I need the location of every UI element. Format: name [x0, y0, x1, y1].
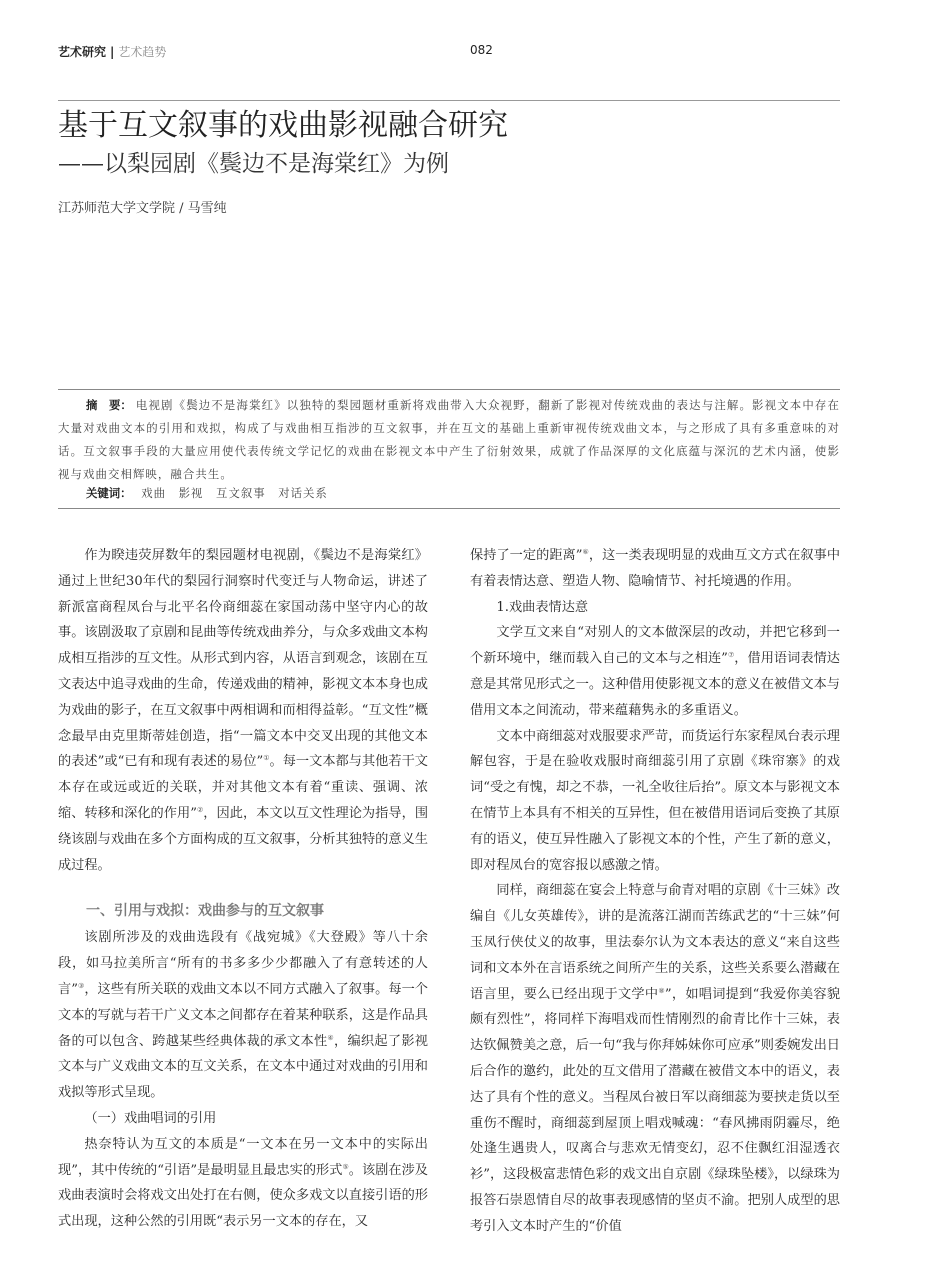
running-head-separator: | — [110, 45, 115, 59]
left-column — [58, 543, 428, 1235]
keywords — [86, 482, 337, 504]
paragraph-text: 保持了一定的距离” — [470, 548, 583, 563]
footnote-ref: ① — [263, 754, 270, 763]
keyword: 对话关系 — [278, 486, 328, 500]
keyword: 互文叙事 — [216, 486, 266, 500]
subsection-heading: （一）戏曲唱词的引用 — [84, 1110, 217, 1126]
journal-section: 艺术研究 — [58, 45, 107, 59]
article-title: 基于互文叙事的戏曲影视融合研究 — [58, 108, 508, 143]
footnote-ref: ⑦ — [727, 651, 735, 660]
section-heading: 一、引用与戏拟：戏曲参与的互文叙事 — [86, 903, 324, 920]
right-column — [470, 543, 840, 1240]
paragraph-text: 热奈特认为互文的本质是“一文本在另一文本中的实际出现”，其中传统的“引语”是最明显且最忠实的形式 — [58, 1136, 428, 1178]
paragraph-text: 。每一文本都与其他若干文本存在或远或近的关联，并对其他文本有着“重读、强调、浓缩、转移和深化的作用” — [58, 754, 428, 821]
paragraph-text: ，这些有所关联的戏曲文本以不同方式融入了叙事。每一个文本的写就与若干广义文本之间都存在着某种联系，这是作品具备的可以包含、跨越某些经典体裁的承文本性 — [58, 981, 428, 1049]
body-paragraph — [58, 1132, 428, 1235]
body-paragraph — [470, 620, 840, 723]
abstract-bottom-divider — [58, 508, 840, 509]
abstract-text: 电视剧《鬓边不是海棠红》以独特的梨园题材重新将戏曲带入大众视野，翻新了影视对传统戏曲的表达与注解。影视文本中存在大量对戏曲文本的引用和戏拟，构成了与戏曲相互指涉的互文叙事，并在互文的基础上重新审视传统戏曲文本，与之形成了具有多重意味的对话。互文叙事手段的大量应用使代表传统文学记忆的戏曲在影视文本中产生了衍射效果，成就了作品深厚的文化底蕴与深沉的艺术内涵，使影视与戏曲交相辉映，融合共生。 — [58, 398, 840, 481]
header-divider — [58, 100, 840, 101]
footnote-ref: ⑥ — [582, 548, 589, 556]
journal-subsection: 艺术趋势 — [118, 45, 167, 59]
abstract-label: 摘 要： — [86, 398, 132, 412]
body-paragraph — [58, 925, 428, 1106]
paragraph-text: 同样，商细蕊在宴会上特意与俞青对唱的京剧《十三妹》改编自《儿女英雄传》，讲的是流落江湖而苦练武艺的“十三妹”何玉凤行侠仗义的故事，里法泰尔认为文本表达的意义“来自这些词和文本外在言语系统之间所产生的关系，这些关系要么潜藏在语言里，要么已经出现于文学中 — [470, 883, 840, 1002]
paragraph-text: ”，如唱词提到“我爱你美容貌颇有烈性”，将同样下海唱戏而性情刚烈的俞青比作十三妹，表达钦佩赞美之意，后一句“我与你拜姊妹你可应承”则委婉发出日后合作的邀约，此处的互文借用了潜藏在被借文本中的语义，表达了具有个性的意义。当程凤台被日军以商细蕊为要挟走货以至重伤不醒时，商细蕊到屋顶上唱戏喊魂：“春风拂雨阴霾尽，绝处逢生遇贵人，叹离合与悲欢无情变幻，忍不住飘红泪湿透衣衫”，这段极富悲情色彩的戏文出自京剧《绿珠坠楼》，以绿珠为报答石崇恩情自尽的故事表现感情的坚贞不渝。把别人成型的思考引入文本时产生的“价值 — [470, 986, 841, 1234]
paragraph-text: 作为睽违荧屏数年的梨园题材电视剧，《鬓边不是海棠红》通过上世纪30年代的梨园行洞察时代变迁与人物命运，讲述了新派富商程凤台与北平名伶商细蕊在家国动荡中坚守内心的故事。该剧汲取了京剧和昆曲等传统戏曲养分，与众多戏曲文本构成相互指涉的互文性。从形式到内容，从语言到观念，该剧在互文表达中追寻戏曲的生命，传递戏曲的精神，影视文本本身也成为戏曲的影子，在互文叙事中两相调和而相得益彰。“互文性”概念最早由克里斯蒂娃创造，指“一篇文本中交叉出现的其他文本的表述”或“已有和现有表述的易位” — [58, 548, 428, 770]
keyword: 戏曲 — [141, 486, 166, 500]
page-number: 082 — [470, 43, 493, 57]
paragraph-text: 该剧所涉及的戏曲选段有《战宛城》《大登殿》等八十余段，如马拉美所言“所有的书多多少少都融入了有意转述的人言” — [58, 930, 428, 997]
paragraph-text: ，因此，本文以互文性理论为指导，围绕该剧与戏曲在多个方面构成的互文叙事，分析其独特的意义生成过程。 — [58, 805, 429, 873]
author-line: 江苏师范大学文学院 / 马雪纯 — [58, 201, 227, 216]
abstract — [58, 394, 840, 486]
running-head-left — [58, 43, 166, 60]
abstract-top-divider — [58, 389, 840, 390]
body-paragraph — [470, 543, 840, 595]
running-head — [58, 43, 840, 61]
footnote-ref: ④ — [327, 1033, 334, 1042]
body-paragraph — [58, 543, 428, 878]
article-subtitle: ——以梨园剧《鬓边不是海棠红》为例 — [58, 151, 449, 177]
keywords-label: 关键词： — [86, 486, 132, 500]
paragraph-text: ，编织起了影视文本与广义戏曲文本的互文关系，在文本中通过对戏曲的引用和戏拟等形式呈现。 — [58, 1033, 428, 1101]
body-paragraph — [470, 878, 840, 1239]
footnote-ref: ② — [196, 805, 204, 814]
paragraph-text: 文学互文来自“对别人的文本做深层的改动，并把它移到一个新环境中，继而载入自己的文本与之相连” — [470, 625, 840, 667]
keyword: 影视 — [178, 486, 204, 500]
paragraph-text: 。该剧在涉及戏曲表演时会将戏文出处打在右侧，使众多戏文以直接引语的形式出现，这种公然的引用既“表示另一文本的存在，又 — [58, 1162, 428, 1230]
footnote-ref: ③ — [77, 981, 85, 990]
body-paragraph: 文本中商细蕊对戏服要求严苛，而货运行东家程凤台表示理解包容，于是在验收戏服时商细蕊引用了京剧《珠帘寨》的戏词“受之有愧，却之不恭，一礼全收往后抬”。原文本与影视文本在情节上本具有不相关的互异性，但在被借用语词后变换了其原有的语义，使互异性融入了影视文本的个性，产生了新的意义，即对程凤台的宽容报以感激之情。 — [470, 728, 840, 873]
subsection-heading: 1.戏曲表情达意 — [496, 599, 589, 615]
footnote-ref: ⑤ — [342, 1162, 349, 1171]
paragraph-text: ，借用语词表情达意是其常见形式之一。这种借用使影视文本的意义在被借文本与借用文本之间流动，带来蕴藉隽永的多重语义。 — [470, 651, 840, 718]
footnote-ref: ⑧ — [658, 986, 665, 995]
paragraph-text: ，这一类表现明显的戏曲互文方式在叙事中有着表情达意、塑造人物、隐喻情节、衬托境遇的作用。 — [470, 548, 841, 589]
